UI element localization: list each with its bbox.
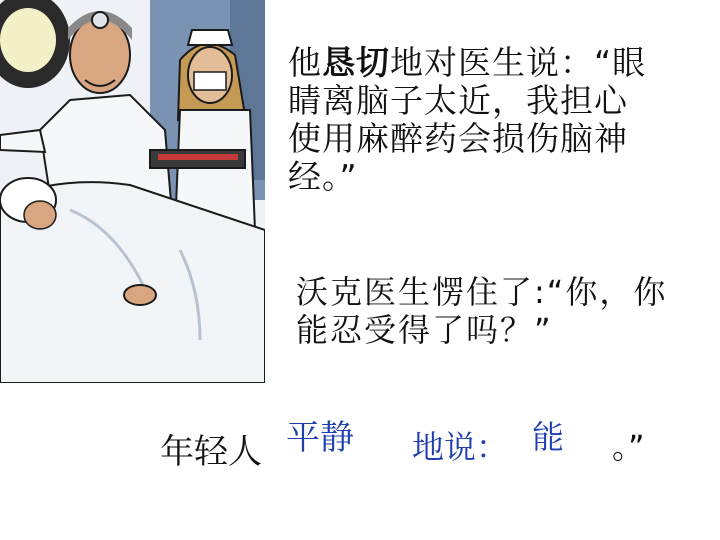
text-line: 能忍受得了吗？” [296,311,553,349]
operating-room-illustration [0,0,265,383]
patient-hand [124,285,156,305]
paragraph-patient-request [288,44,646,196]
text-line: 经。” [288,157,358,196]
text-line: 沃克医生愣住了:“你，你 [296,273,668,311]
paragraph-doctor-reply [296,273,667,349]
surgery-scene-drawing [0,0,265,383]
answer-blank-2: 能 [532,418,565,456]
text-line: 使用麻醉药会损伤脑神 [288,119,628,158]
text-line: 他恳切地对医生说：“眼 [288,43,647,82]
fill-in-answer-line [160,410,700,470]
answer-lead-text: 年轻人 [160,432,262,472]
head-mirror-icon [92,12,108,28]
answer-blank-1: 平静 [286,418,354,458]
emphasized-word: 恳切 [322,43,390,82]
answer-middle-text: 地说： [412,428,509,466]
answer-end-text: 。” [612,428,645,466]
text-line: 睛离脑子太近，我担心 [288,81,628,120]
